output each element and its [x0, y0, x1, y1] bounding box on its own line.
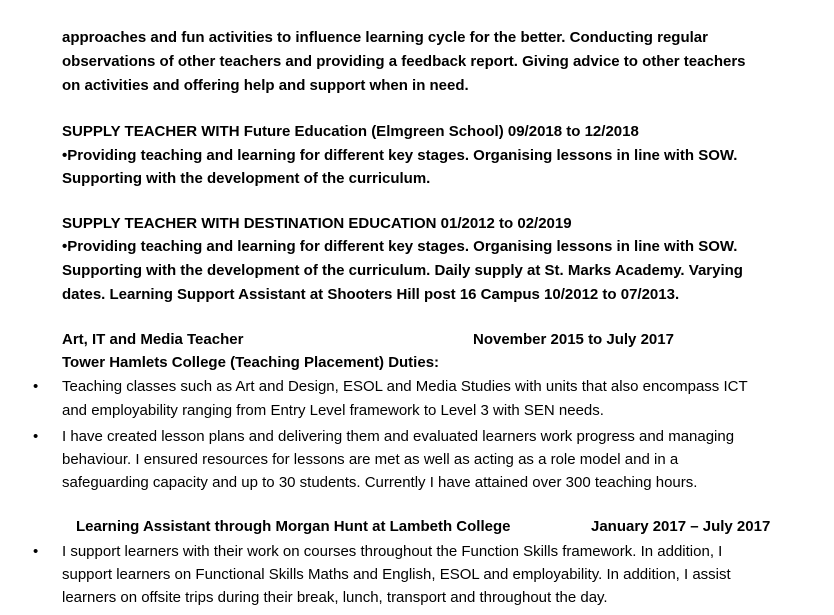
- duty-text: I have created lesson plans and delivering them and evaluated learners work progress and managing: [62, 428, 735, 445]
- duty-text: learners on offsite trips during their break, lunch, transport and throughout the day.: [62, 589, 608, 606]
- duty-text: Teaching classes such as Art and Design, ESOL and Media Studies with units that also encompass ICT: [62, 378, 748, 395]
- job-title: Learning Assistant through Morgan Hunt at Lambeth College: [76, 518, 511, 535]
- job-heading: SUPPLY TEACHER WITH Future Education (Elmgreen School) 09/2018 to 12/2018: [62, 123, 639, 140]
- intro-line: on activities and offering help and support when in need.: [62, 77, 469, 94]
- job-heading: SUPPLY TEACHER WITH DESTINATION EDUCATION 01/2012 to 02/2019: [62, 215, 572, 232]
- job-text: •Providing teaching and learning for different key stages. Organising lessons in line with SOW.: [62, 147, 738, 164]
- duty-text: safeguarding capacity and up to 30 students. Currently I have attained over 300 teaching hours.: [62, 474, 698, 491]
- duty-text: I support learners with their work on courses throughout the Function Skills framework. In addition, I: [62, 543, 723, 560]
- bullet-icon: •: [33, 428, 39, 445]
- intro-line: approaches and fun activities to influence learning cycle for the better. Conducting regular: [62, 29, 708, 46]
- job-dates: January 2017 – July 2017: [591, 518, 771, 535]
- job-organisation: Tower Hamlets College (Teaching Placement) Duties:: [62, 354, 440, 371]
- duty-text: behaviour. I ensured resources for lessons are met as well as acting as a role model and in a: [62, 451, 679, 468]
- bullet-icon: •: [33, 543, 39, 560]
- intro-line: observations of other teachers and providing a feedback report. Giving advice to other teachers: [62, 53, 746, 70]
- job-text: dates. Learning Support Assistant at Shooters Hill post 16 Campus 10/2012 to 07/2013.: [62, 286, 680, 303]
- job-dates: November 2015 to July 2017: [473, 331, 674, 348]
- bullet-icon: •: [33, 378, 39, 395]
- job-title: Art, IT and Media Teacher: [62, 331, 244, 348]
- job-text: Supporting with the development of the curriculum. Daily supply at St. Marks Academy. Varying: [62, 262, 743, 279]
- duty-text: support learners on Functional Skills Maths and English, ESOL and employability. In addition, I assist: [62, 566, 731, 583]
- job-text: Supporting with the development of the curriculum.: [62, 170, 431, 187]
- job-text: •Providing teaching and learning for different key stages. Organising lessons in line with SOW.: [62, 238, 738, 255]
- duty-text: and employability ranging from Entry Level framework to Level 3 with SEN needs.: [62, 402, 604, 419]
